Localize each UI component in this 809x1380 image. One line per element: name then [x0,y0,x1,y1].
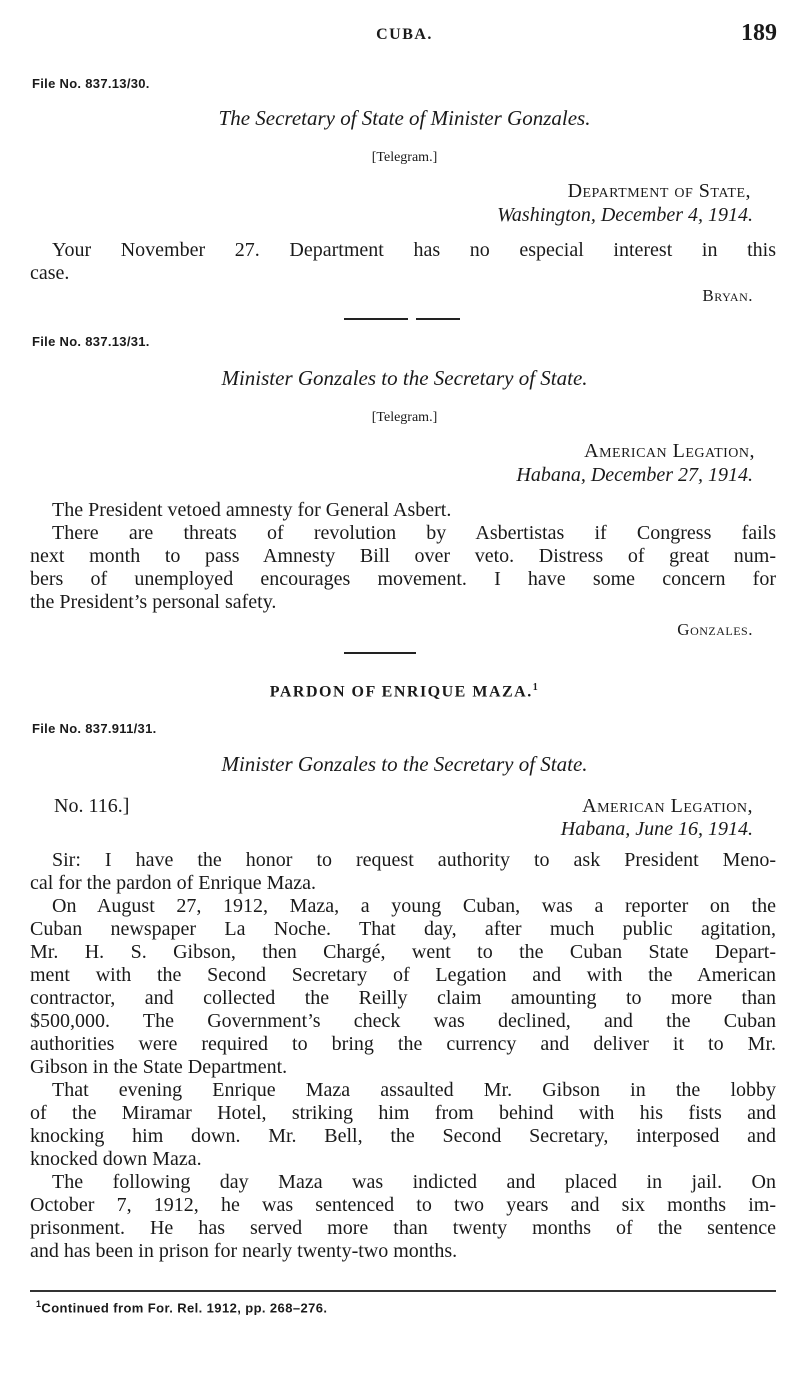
text-line: and has been in prison for nearly twenty-two months. [30,1240,458,1262]
document-title: Minister Gonzales to the Secretary of State. [221,366,588,390]
date-line: Habana, December 27, 1914. [516,464,753,486]
address-line: American Legation, [584,440,755,462]
text-line: Sir: I have the honor to request authority to ask President Meno- [52,849,776,871]
body-paragraph [30,895,776,1079]
footnote-ref: 1 [532,682,540,693]
text-line: next month to pass Amnesty Bill over veto. Distress of great num- [30,545,776,567]
text-line: The following day Maza was indicted and placed in jail. On [52,1171,776,1193]
divider [416,318,460,320]
running-title: CUBA. [376,26,433,43]
body-paragraph [30,849,776,895]
body-paragraph [30,1079,776,1171]
file-number: File No. 837.13/31. [32,334,150,349]
document-title: Minister Gonzales to the Secretary of State. [221,752,588,776]
file-number: File No. 837.911/31. [32,721,157,736]
footnote [36,1299,327,1315]
divider [344,652,416,654]
section-heading-text: PARDON OF ENRIQUE MAZA. [269,683,533,701]
text-line: There are threats of revolution by Asbertistas if Congress fails [52,522,776,544]
file-number: File No. 837.13/30. [32,76,150,91]
signature: Gonzales. [677,620,753,639]
text-line: That evening Enrique Maza assaulted Mr. Gibson in the lobby [52,1079,776,1101]
text-line: $500,000. The Government’s check was declined, and the Cuban [30,1010,776,1032]
text-line: contractor, and collected the Reilly claim amounting to more than [30,987,776,1009]
text-line: prisonment. He has served more than twenty months of the sentence [30,1217,776,1239]
text-line: the President’s personal safety. [30,591,277,613]
body-paragraph [30,1171,776,1263]
date-line: Habana, June 16, 1914. [560,818,753,840]
text-line: Cuban newspaper La Noche. That day, after much public agitation, [30,918,776,940]
text-line: knocked down Maza. [30,1148,202,1170]
footnote-mark: 1 [36,1299,42,1309]
body-paragraph [30,239,776,285]
signature: Bryan. [702,286,753,305]
date-line: Washington, December 4, 1914. [497,204,753,226]
text-line: bers of unemployed encourages movement. I have some concern for [30,568,776,590]
address-line: Department of State, [567,180,751,202]
divider [344,318,408,320]
text-line: ment with the Second Secretary of Legation and with the American [30,964,776,986]
footnote-text: Continued from For. Rel. 1912, pp. 268–276. [41,1300,328,1316]
body-paragraph [30,499,776,614]
page-number: 189 [741,20,777,46]
footnote-rule [30,1290,776,1292]
text-line: case. [30,262,70,284]
text-line: On August 27, 1912, Maza, a young Cuban, was a reporter on the [52,895,776,917]
text-line: October 7, 1912, he was sentenced to two years and six months im- [30,1194,776,1216]
text-line: knocking him down. Mr. Bell, the Second Secretary, interposed and [30,1125,776,1147]
telegram-label: [Telegram.] [371,410,438,425]
text-line: The President vetoed amnesty for General Asbert. [52,499,452,521]
section-heading [0,682,809,701]
text-line: authorities were required to bring the currency and deliver it to Mr. [30,1033,776,1055]
text-line: Gibson in the State Department. [30,1056,288,1078]
despatch-number: No. 116.] [54,795,130,817]
text-line: cal for the pardon of Enrique Maza. [30,872,316,894]
text-line: of the Miramar Hotel, striking him from behind with his fists and [30,1102,776,1124]
text-line: Mr. H. S. Gibson, then Chargé, went to the Cuban State Depart- [30,941,776,963]
address-line: American Legation, [582,795,753,817]
document-title: The Secretary of State of Minister Gonzales. [218,106,591,130]
text-line: Your November 27. Department has no especial interest in this [52,239,776,261]
telegram-label: [Telegram.] [371,150,438,165]
